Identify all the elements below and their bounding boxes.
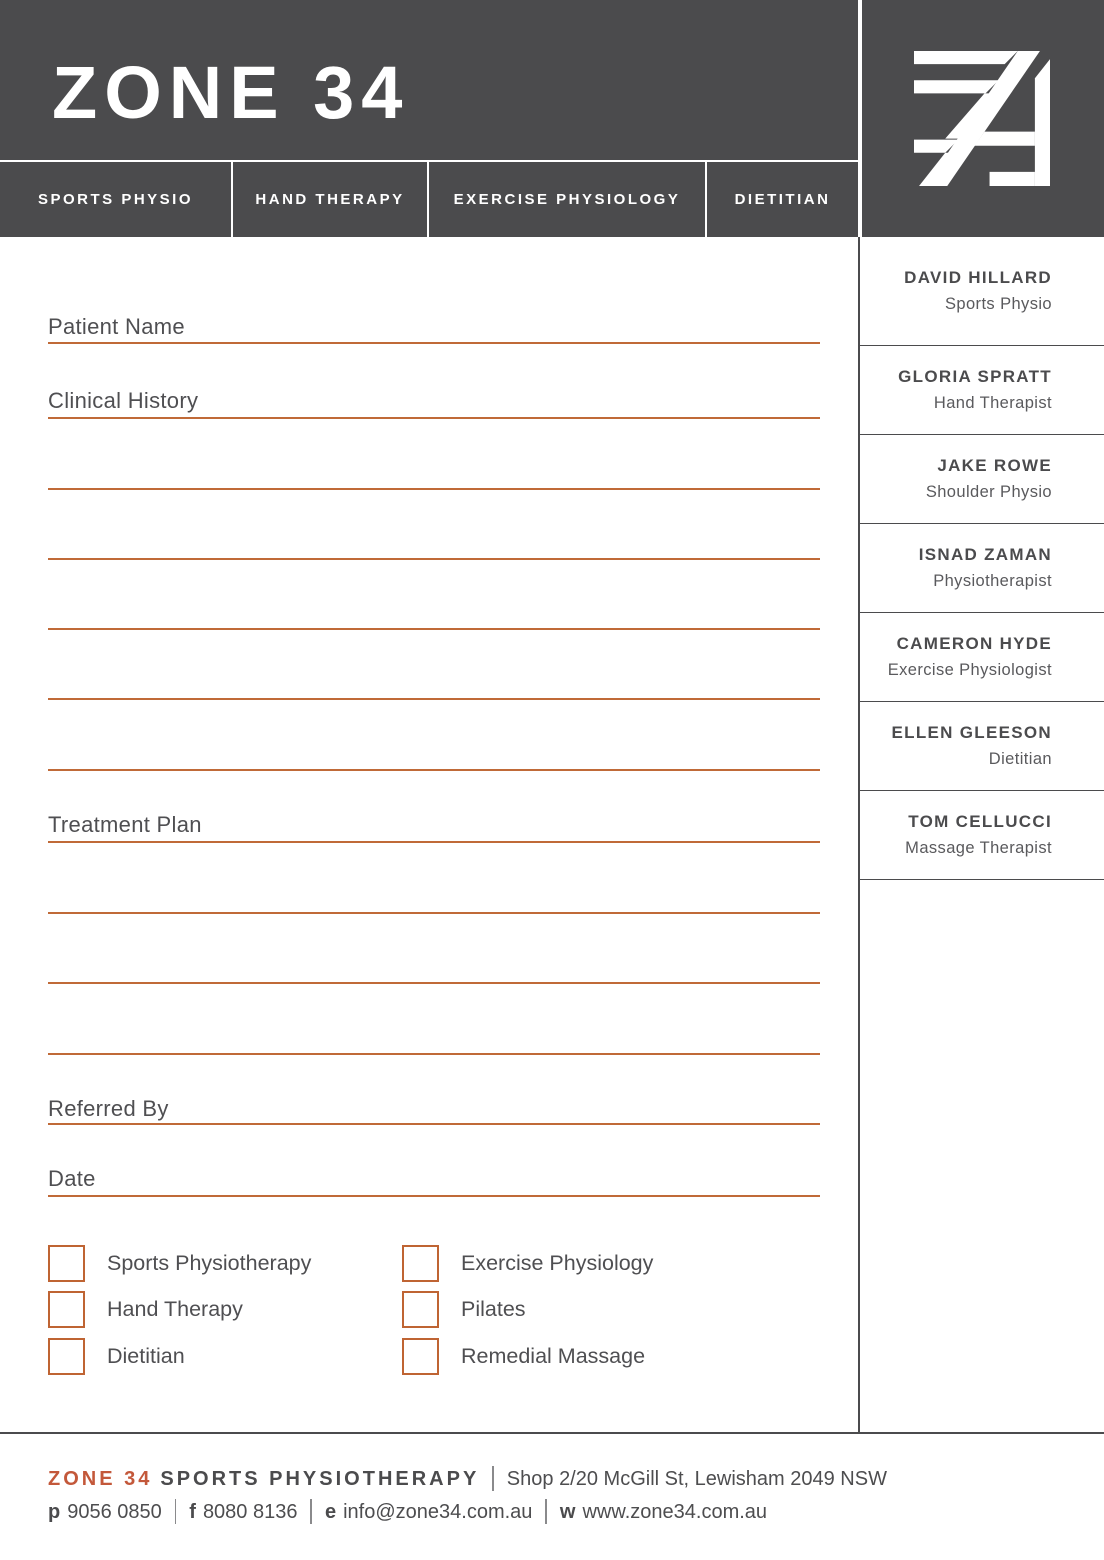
service-option (48, 1245, 311, 1282)
patient-name-field-line[interactable] (48, 342, 820, 344)
staff-entry (860, 791, 1104, 880)
staff-title: Sports Physio (945, 295, 1052, 313)
fax-number: 8080 8136 (202, 1501, 298, 1523)
patient-name-label: Patient Name (48, 314, 185, 339)
date-label: Date (48, 1166, 96, 1191)
footer-separator (545, 1499, 547, 1524)
staff-entry (860, 524, 1104, 613)
clinical-history-field-line[interactable] (48, 769, 820, 771)
treatment-plan-field-line[interactable] (48, 1053, 820, 1055)
checkbox-label: Pilates (461, 1297, 526, 1321)
service-option (48, 1338, 185, 1375)
footer-address-line (48, 1466, 887, 1491)
staff-name: DAVID HILLARD (904, 268, 1052, 287)
checkbox-label: Dietitian (107, 1344, 185, 1368)
dietitian-checkbox[interactable] (48, 1338, 85, 1375)
website-url[interactable]: www.zone34.com.au (582, 1501, 768, 1523)
zone34-monogram-icon (914, 50, 1050, 186)
treatment-plan-field-line[interactable] (48, 982, 820, 984)
staff-name: TOM CELLUCCI (908, 812, 1052, 831)
service-option (402, 1291, 526, 1328)
checkbox-label: Remedial Massage (461, 1344, 646, 1368)
footer-separator (492, 1466, 494, 1491)
staff-title: Hand Therapist (933, 394, 1052, 412)
logo-box (862, 0, 1104, 237)
tab-sports-physio[interactable]: SPORTS PHYSIO (0, 162, 231, 237)
pilates-checkbox[interactable] (402, 1291, 439, 1328)
web-prefix: w (559, 1501, 576, 1523)
hand-therapy-checkbox[interactable] (48, 1291, 85, 1328)
footer-brand-suffix: SPORTS PHYSIOTHERAPY (160, 1468, 480, 1490)
header (0, 0, 858, 160)
treatment-plan-field-line[interactable] (48, 841, 820, 843)
clinical-history-label: Clinical History (48, 388, 199, 413)
staff-name: GLORIA SPRATT (898, 367, 1052, 386)
clinical-history-field-line[interactable] (48, 417, 820, 419)
tab-dietitian[interactable]: DIETITIAN (707, 162, 858, 237)
service-option (402, 1245, 653, 1282)
staff-sidebar (858, 237, 1104, 1432)
phone-prefix: p (48, 1501, 61, 1523)
clinical-history-field-line[interactable] (48, 488, 820, 490)
staff-name: ELLEN GLEESON (891, 723, 1052, 742)
email-prefix: e (324, 1501, 337, 1523)
exercise-physiology-checkbox[interactable] (402, 1245, 439, 1282)
sports-physiotherapy-checkbox[interactable] (48, 1245, 85, 1282)
staff-entry (860, 702, 1104, 791)
checkbox-label: Hand Therapy (107, 1297, 243, 1321)
phone-number: 9056 0850 (67, 1501, 162, 1523)
service-option (48, 1291, 243, 1328)
date-field-line[interactable] (48, 1195, 820, 1197)
staff-title: Dietitian (988, 750, 1052, 768)
referred-by-label: Referred By (48, 1096, 169, 1121)
staff-entry (860, 435, 1104, 524)
brand-wordmark: ZONE 34 (52, 51, 410, 134)
checkbox-label: Sports Physiotherapy (107, 1251, 312, 1275)
clinical-history-field-line[interactable] (48, 698, 820, 700)
clinical-history-field-line[interactable] (48, 628, 820, 630)
footer-contact-line (48, 1499, 767, 1524)
checkbox-label: Exercise Physiology (461, 1251, 654, 1275)
staff-title: Exercise Physiologist (887, 661, 1052, 679)
footer-separator (310, 1499, 312, 1524)
staff-entry (860, 237, 1104, 346)
treatment-plan-label: Treatment Plan (48, 812, 202, 837)
fax-prefix: f (189, 1501, 196, 1523)
referred-by-field-line[interactable] (48, 1123, 820, 1125)
service-option (402, 1338, 645, 1375)
nav-tabs (0, 162, 858, 237)
staff-title: Massage Therapist (905, 839, 1052, 857)
staff-entry (860, 613, 1104, 702)
remedial-massage-checkbox[interactable] (402, 1338, 439, 1375)
tab-exercise-physiology[interactable]: EXERCISE PHYSIOLOGY (429, 162, 705, 237)
email-address[interactable]: info@zone34.com.au (343, 1501, 533, 1523)
footer-divider (0, 1432, 1104, 1434)
staff-title: Physiotherapist (933, 572, 1052, 590)
footer-address: Shop 2/20 McGill St, Lewisham 2049 NSW (506, 1468, 887, 1490)
staff-title: Shoulder Physio (925, 483, 1052, 501)
footer-separator (175, 1499, 177, 1524)
staff-entry (860, 346, 1104, 435)
clinical-history-field-line[interactable] (48, 558, 820, 560)
treatment-plan-field-line[interactable] (48, 912, 820, 914)
staff-name: CAMERON HYDE (896, 634, 1052, 653)
tab-hand-therapy[interactable]: HAND THERAPY (233, 162, 427, 237)
staff-name: ISNAD ZAMAN (918, 545, 1052, 564)
staff-name: JAKE ROWE (937, 456, 1052, 475)
footer-brand: ZONE 34 (48, 1468, 153, 1490)
